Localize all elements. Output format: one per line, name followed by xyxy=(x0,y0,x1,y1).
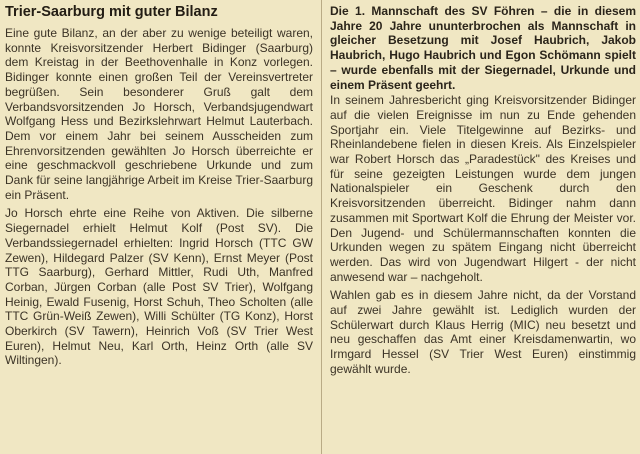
right-column xyxy=(330,4,636,381)
headline: Trier-Saarburg mit guter Bilanz xyxy=(5,4,218,20)
body-paragraph: Wahlen gab es in diesem Jahre nicht, da der Vorstand auf zwei Jahre gewählt ist. Lediglich wurden der Schülerwart durch Klaus Herrig (MIC) neu besetzt und neu geschaffen das Amt einer Kreisdamenwartin, wo Irmgard Hessel (SV Trier West Euren) einstimmig gewählt wurde. xyxy=(330,288,636,376)
left-column xyxy=(5,4,313,372)
lead-paragraph: Die 1. Mannschaft des SV Föhren – die in diesem Jahre 20 Jahre ununterbrochen als Mannschaft in gleicher Besetzung mit Josef Haubrich, Jakob Haubrich, Hugo Haubrich und Egon Schömann spielt – wurde ebenfalls mit der Siegernadel, Urkunde und einem Präsent geehrt. xyxy=(330,4,636,92)
body-paragraph: Eine gute Bilanz, an der aber zu wenige beteiligt waren, konnte Kreisvorsitzender Herbert Bidinger (Saarburg) dem Kreistag in der Beethovenhalle in Konz vorlegen. Bidinger konnte einen großen Teil der Vereinsvertreter begrüßen. Sein besonderer Gruß galt dem Verbandsvorsitzenden Jo Horsch, Verbandsjugendwart Wolfgang Hess und Bezirkslehrwart Helmut Lauterbach. Dem vor einem Jahr bei seinem Ausscheiden zum Ehrenvorsitzenden gewählten Jo Horsch überreichte er eine geschmackvoll geschriebene Urkunde und zum Dank für seine langjährige Arbeit im Kreise Trier-Saarburg ein Präsent. xyxy=(5,26,313,202)
body-paragraph: Jo Horsch ehrte eine Reihe von Aktiven. Die silberne Siegernadel erhielt Helmut Kolf (Post SV). Die Verbandssiegernadel erhielten: Ingrid Horsch (TTC GW Zewen), Hildegard Palzer (SV Kenn), Ernst Meyer (Post TTG Saarburg), Gerhard Mittler, Rudi Uth, Manfred Corban, Jürgen Corban (alle Post SV Trier), Wolfgang Heinig, Ewald Fusenig, Horst Schuh, Theo Scholten (alle TTC Grün-Weiß Zewen), Willi Schülter (TG Konz), Horst Oberkirch (SV Tawern), Heinrich Voß (SV Trier West Euren), Helmut Neu, Karl Orth, Heinz Orth (alle SV Wiltingen). xyxy=(5,206,313,368)
column-divider xyxy=(321,0,322,454)
body-paragraph: In seinem Jahresbericht ging Kreisvorsitzender Bidinger auf die vielen Ereignisse im nun zu Ende gehenden Sportjahr ein. Viele Titelgewinne auf Bezirks- und Rheinlandebene fielen in diesen Kreis. Als Einzelspieler war Robert Horsch das „Paradestück" des Kreises und für seine gezeigten Leistungen wurde dem jungen Nationalspieler ein Geschenk durch den Kreisvorsitzenden überreicht. Bidinger nahm dann zusammen mit Sportwart Kolf die Ehrung der Meister vor. Den Jugend- und Schülermannschaften konnten die Urkunden wegen zu spätem Eingang nicht überreicht werden. Das wird von Jugendwart Hilgert - der nicht anwesend war – nachgeholt. xyxy=(330,93,636,284)
